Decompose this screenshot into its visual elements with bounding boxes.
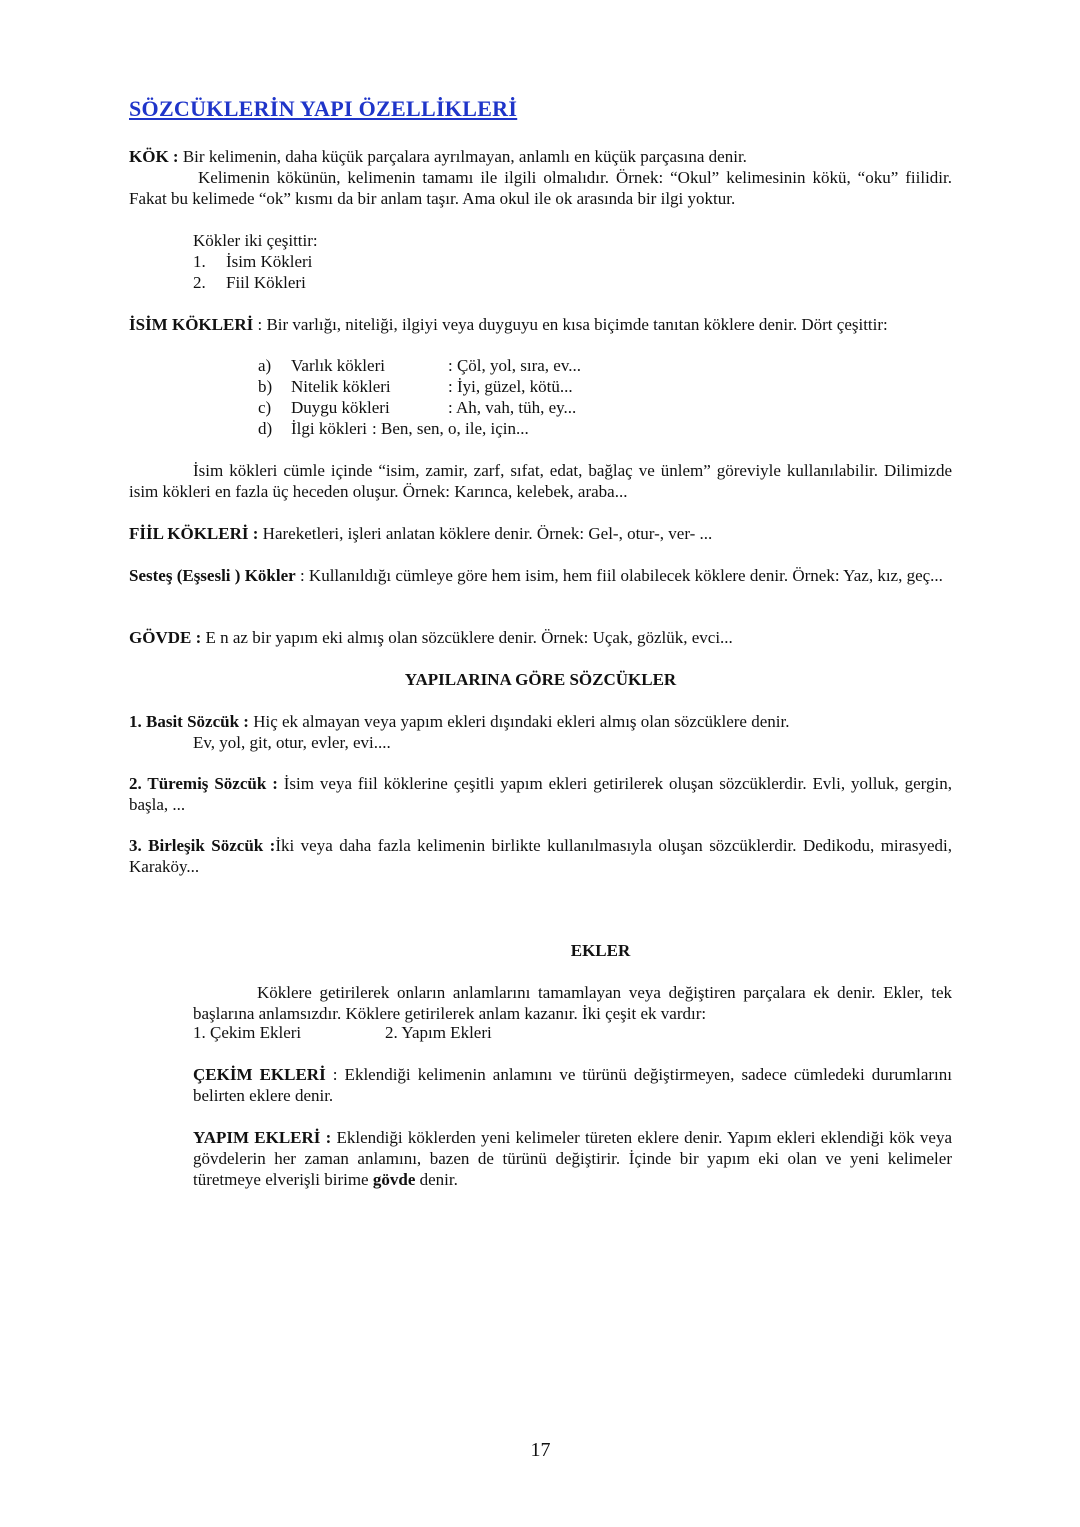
list-label: İsim Kökleri: [226, 252, 313, 271]
list-examples: : Çöl, yol, sıra, ev...: [448, 356, 581, 375]
list-examples: : Ah, vah, tüh, ey...: [448, 398, 577, 417]
cekim-ekleri-definition: [193, 1064, 952, 1106]
ek-type-1: 1. Çekim Ekleri: [193, 1023, 302, 1042]
isim-kokleri-label: İSİM KÖKLERİ: [129, 315, 254, 334]
kok-type-item: [193, 251, 312, 272]
sestes-text: : Kullanıldığı cümleye göre hem isim, hem fiil olabilecek köklere denir. Örnek: Yaz, kız, geç...: [295, 566, 943, 585]
govde-definition: [129, 627, 952, 648]
birlesik-sozcuk-text: İki veya daha fazla kelimenin birlikte kullanılmasıyla oluşan sözcüklerdir. Dedikodu, mirasyedi, Karaköy...: [129, 836, 952, 876]
kok-type-item: [193, 272, 306, 293]
list-letter: c): [258, 398, 272, 417]
isim-kokleri-definition: [129, 314, 952, 335]
ekler-paragraph: Köklere getirilerek onların anlamlarını tamamlayan veya değiştiren parçalara ek denir. Ekler, tek başlarına anlamsızdır. Köklere getirilerek anlam kazanır. İki çeşit ek vardır:: [193, 983, 952, 1023]
section-heading-yapilarina-gore: YAPILARINA GÖRE SÖZCÜKLER: [404, 670, 677, 689]
basit-sozcuk-text: Hiç ek almayan veya yapım ekleri dışındaki ekleri almış olan sözcüklere denir.: [248, 712, 790, 731]
page-number: 17: [530, 1439, 551, 1461]
isim-kokleri-text: : Bir varlığı, niteliği, ilgiyi veya duyguyu en kısa biçimde tanıtan köklere denir. Dört çeşittir:: [253, 315, 888, 334]
list-item: [258, 355, 581, 376]
cekim-ekleri-label: ÇEKİM EKLERİ: [193, 1065, 326, 1084]
kok-definition: [129, 146, 952, 167]
ek-type-2: 2. Yapım Ekleri: [385, 1023, 492, 1042]
list-number: 2.: [193, 273, 206, 292]
fiil-kokleri-definition: [129, 523, 952, 544]
cekim-ekleri-text: : Eklendiği kelimenin anlamını ve türünü değiştirmeyen, sadece cümledeki durumlarını belirten eklere denir.: [193, 1065, 952, 1105]
list-item: [258, 397, 576, 418]
kok-label: KÖK :: [129, 147, 179, 166]
list-label: Fiil Kökleri: [226, 273, 306, 292]
yapim-ekleri-definition: [193, 1127, 952, 1190]
kok-paragraph: Kelimenin kökünün, kelimenin tamamı ile ilgili olmalıdır. Örnek: “Okul” kelimesinin kökü, “oku” fiilidir. Fakat bu kelimede “ok” kısmı da bir anlam taşır. Ama okul ile ok arasında bir ilgi yoktur.: [129, 168, 952, 208]
govde-term: gövde: [372, 1170, 416, 1189]
yapim-ekleri-end: denir.: [415, 1170, 458, 1189]
kok-types-intro: Kökler iki çeşittir:: [193, 231, 318, 250]
list-name: Duygu kökleri: [291, 398, 390, 417]
turemis-sozcuk-text: İsim veya fiil köklerine çeşitli yapım ekleri getirilerek oluşan sözcüklerdir. Evli, yolluk, gergin, başla, ...: [129, 774, 952, 814]
basit-sozcuk-definition: [129, 711, 952, 732]
list-letter: b): [258, 377, 273, 396]
list-name: İlgi kökleri: [291, 419, 368, 438]
basit-sozcuk-label: 1. Basit Sözcük :: [129, 712, 249, 731]
yapim-ekleri-text: Eklendiği köklerden yeni kelimeler türeten eklere denir. Yapım ekleri eklendiği kök veya gövdelerin her zaman anlamını, bazen de türünü değiştirir. İçinde bir yapım eki olan ve yeni kelimeler türetmeye elverişli birime: [193, 1128, 952, 1189]
page-title: SÖZCÜKLERİN YAPI ÖZELLİKLERİ: [129, 96, 518, 121]
sestes-definition: [129, 565, 952, 586]
turemis-sozcuk-label: 2. Türemiş Sözcük :: [129, 774, 278, 793]
list-number: 1.: [193, 252, 206, 271]
fiil-kokleri-label: FİİL KÖKLERİ :: [129, 524, 259, 543]
birlesik-sozcuk-label: 3. Birleşik Sözcük :: [129, 836, 276, 855]
fiil-kokleri-text: Hareketleri, işleri anlatan köklere denir. Örnek: Gel-, otur-, ver- ...: [258, 524, 713, 543]
list-examples: : İyi, güzel, kötü...: [448, 377, 573, 396]
list-examples: : Ben, sen, o, ile, için...: [372, 419, 529, 438]
list-item: [258, 376, 573, 397]
turemis-sozcuk-definition: [129, 773, 952, 815]
kok-text: Bir kelimenin, daha küçük parçalara ayrılmayan, anlamlı en küçük parçasına denir.: [182, 147, 747, 166]
list-letter: a): [258, 356, 272, 375]
list-name: Nitelik kökleri: [291, 377, 391, 396]
basit-sozcuk-examples: Ev, yol, git, otur, evler, evi....: [193, 733, 391, 752]
list-letter: d): [258, 419, 273, 438]
yapim-ekleri-label: YAPIM EKLERİ :: [193, 1128, 332, 1147]
govde-label: GÖVDE :: [129, 628, 202, 647]
birlesik-sozcuk-definition: [129, 835, 952, 877]
sestes-label: Sesteş (Eşsesli ) Kökler: [129, 566, 296, 585]
govde-text: E n az bir yapım eki almış olan sözcüklere denir. Örnek: Uçak, gözlük, evci...: [201, 628, 733, 647]
list-name: Varlık kökleri: [291, 356, 385, 375]
isim-kokleri-paragraph: İsim kökleri cümle içinde “isim, zamir, zarf, sıfat, edat, bağlaç ve ünlem” göreviyle kullanılabilir. Dilimizde isim kökleri en fazla üç heceden oluşur. Örnek: Karınca, kelebek, araba...: [129, 461, 952, 501]
list-item: [258, 418, 529, 439]
section-heading-ekler: EKLER: [570, 941, 631, 960]
